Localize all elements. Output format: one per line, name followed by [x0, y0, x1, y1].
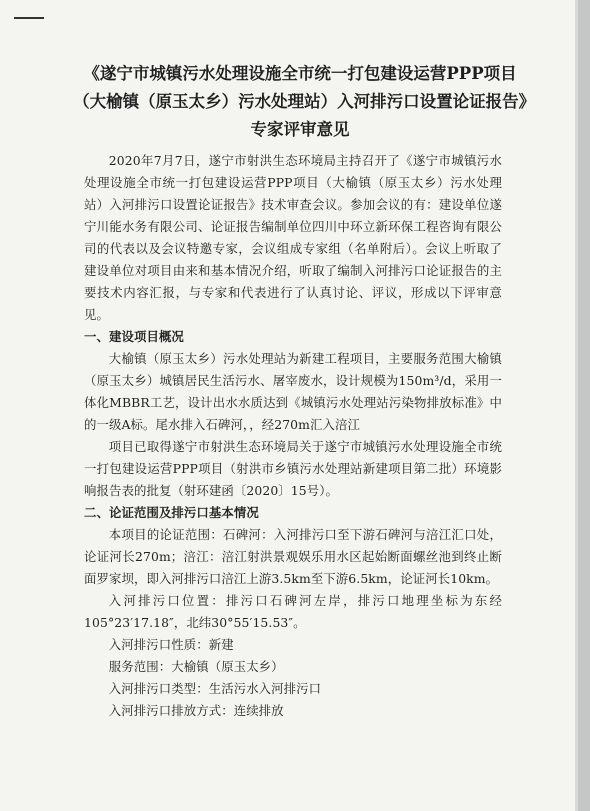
- section-heading-scope: 二、论证范围及排污口基本情况: [84, 505, 259, 520]
- document-title: 《遂宁市城镇污水处理设施全市统一打包建设运营PPP项目（大榆镇（原玉太乡）污水处理站）入河排污口设置论证报告》专家评审意见: [73, 64, 527, 139]
- outfall-location: 入河排污口位置：排污口石碑河左岸，排污口地理坐标为东经105°23′17.18″，北纬30°55′15.53″。: [84, 593, 502, 630]
- scope-paragraph: 本项目的论证范围：石碑河：入河排污口至下游石碑河与涪江汇口处，论证河长270m；涪江：涪江射洪景观娱乐用水区起始断面螺丝池到终止断面罗家坝，即入河排污口涪江上游3.5km至下游6.5km，论证河长10km。: [84, 527, 502, 586]
- approval-paragraph: 项目已取得遂宁市射洪生态环境局关于遂宁市城镇污水处理设施全市统一打包建设运营PPP项目（射洪市乡镇污水处理站新建项目第二批）环境影响报告表的批复（射环建函〔2020〕15号）。: [84, 439, 502, 498]
- section-heading-project-overview: 一、建设项目概况: [84, 329, 184, 344]
- header-mark: [14, 17, 44, 19]
- document-body: [84, 150, 502, 722]
- outfall-nature: 入河排污口性质：新建: [108, 637, 234, 652]
- discharge-mode: 入河排污口排放方式：连续排放: [108, 703, 284, 718]
- page-edge: [578, 0, 590, 811]
- project-overview-paragraph: 大榆镇（原玉太乡）污水处理站为新建工程项目，主要服务范围大榆镇（原玉太乡）城镇居民生活污水、屠宰废水，设计规模为150m³/d，采用一体化MBBR工艺，设计出水水质达到《城镇污水处理站污染物排放标准》中的一级A标。尾水排入石碑河，，经270m汇入涪江: [84, 351, 502, 432]
- outfall-type: 入河排污口类型：生活污水入河排污口: [108, 681, 322, 696]
- service-range: 服务范围：大榆镇（原玉太乡）: [108, 659, 284, 674]
- intro-paragraph: 2020年7月7日，遂宁市射洪生态环境局主持召开了《遂宁市城镇污水处理设施全市统一打包建设运营PPP项目（大榆镇（原玉太乡）污水处理站）入河排污口设置论证报告》技术审查会议。参加会议的有：建设单位遂宁川能水务有限公司、论证报告编制单位四川中环立新环保工程咨询有限公司的代表以及会议特邀专家，会议组成专家组（名单附后）。会议上听取了建设单位对项目由来和基本情况介绍，听取了编制入河排污口论证报告的主要技术内容汇报，与专家和代表进行了认真讨论、评议，形成以下评审意见。: [84, 153, 502, 322]
